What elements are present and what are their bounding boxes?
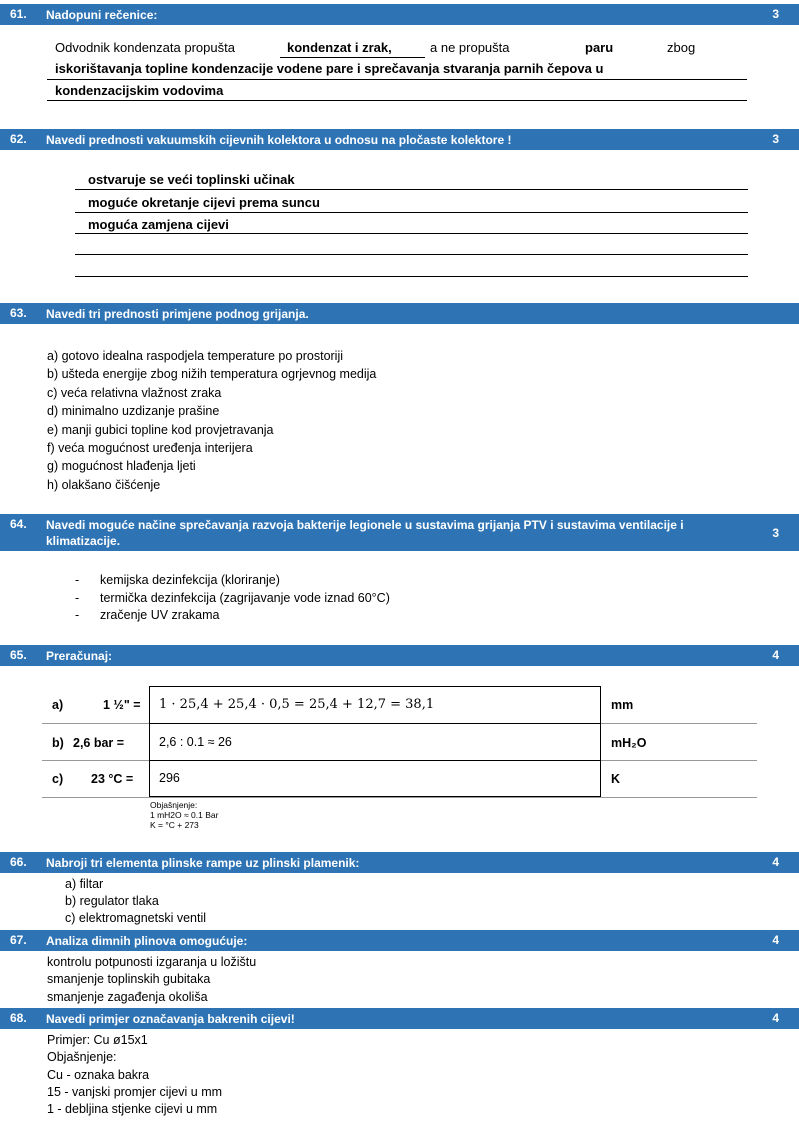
q63-header [0, 303, 799, 324]
list-item: - termička dezinfekcija (zagrijavanje vode iznad 60°C) [75, 590, 390, 608]
q65-note [150, 800, 218, 830]
list-item: - kemijska dezinfekcija (kloriranje) [75, 572, 390, 590]
q68-answers [47, 1032, 222, 1118]
q61-text-b: a ne propušta [430, 40, 510, 55]
q62-header [0, 129, 799, 150]
question-number: 62. [10, 132, 27, 146]
list-item: kontrolu potpunosti izgaranja u ložištu [47, 955, 257, 969]
q65-row-b-label: b) [52, 736, 64, 750]
list-item: smanjenje zagađenja okoliša [47, 989, 208, 1004]
question-points: 3 [772, 7, 779, 21]
question-points: 3 [772, 132, 779, 146]
q61-blank-1: kondenzat i zrak, [287, 40, 392, 55]
q65-rule-3 [42, 797, 757, 798]
q61-text-a: Odvodnik kondenzata propušta [55, 40, 235, 55]
q66-answers [65, 876, 206, 927]
question-points: 4 [772, 1011, 779, 1025]
q61-header [0, 4, 799, 25]
list-item: b) ušteda energije zbog nižih temperatura ogrjevnog medija [47, 367, 377, 382]
q61-line-2: iskorištavanja topline kondenzacije vodene pare i sprečavanja stvaranja parnih čepova u [55, 61, 604, 76]
list-item: a) gotovo idealna raspodjela temperature po prostoriji [47, 349, 344, 363]
q65-box-divider-2 [149, 760, 601, 761]
list-item: c) elektromagnetski ventil [65, 911, 207, 925]
q65-row-c-label: c) [52, 772, 64, 786]
question-number: 61. [10, 7, 27, 21]
dash-bullet: - [75, 573, 80, 587]
q62-rule-3 [75, 233, 748, 234]
list-item: b) regulator tlaka [65, 894, 159, 908]
q62-answer-1: ostvaruje se veći toplinski učinak [88, 172, 295, 187]
list-item: a) filtar [65, 877, 104, 891]
question-title: Navedi tri prednosti primjene podnog grijanja. [46, 307, 309, 321]
list-item: 15 - vanjski promjer cijevi u mm [47, 1084, 223, 1099]
q63-answers [47, 347, 376, 494]
question-number: 68. [10, 1011, 27, 1025]
question-title: Nabroji tri elementa plinske rampe uz plinski plamenik: [46, 856, 360, 870]
q65-row-a-input: 1 ½" = [103, 698, 141, 712]
q65-row-c-answer: 296 [159, 771, 180, 785]
question-title: Nadopuni rečenice: [46, 8, 158, 22]
q66-header [0, 852, 799, 873]
question-number: 66. [10, 855, 27, 869]
dash-bullet: - [75, 608, 80, 622]
question-number: 67. [10, 933, 27, 947]
question-points: 3 [772, 526, 779, 540]
question-title: Navedi primjer označavanja bakrenih cijevi! [46, 1012, 295, 1026]
q65-row-b-unit: mH₂O [611, 736, 647, 750]
q65-row-a-answer: 1 · 25,4 + 25,4 · 0,5 = 25,4 + 12,7 = 38,1 [159, 697, 435, 712]
list-item: h) olakšano čišćenje [47, 477, 161, 492]
list-item: - zračenje UV zrakama [75, 607, 390, 625]
q65-box-divider-1 [149, 723, 601, 724]
q61-blank-1-line [280, 57, 425, 58]
q61-text-c: zbog [667, 40, 696, 55]
question-number: 64. [10, 517, 27, 531]
list-item: Objašnjenje: [47, 1050, 117, 1065]
q61-blank-2: paru [585, 40, 614, 55]
q61-rule-3 [47, 100, 747, 101]
list-item: 1 - debljina stjenke cijevi u mm [47, 1102, 218, 1117]
q64-answers [75, 572, 390, 625]
question-points: 4 [772, 855, 779, 869]
list-item: g) mogućnost hlađenja ljeti [47, 459, 196, 474]
q61-line-3: kondenzacijskim vodovima [55, 83, 224, 98]
q64-header [0, 514, 799, 551]
list-item: d) minimalno uzdizanje prašine [47, 404, 220, 419]
q65-row-a-label: a) [52, 698, 64, 712]
list-item: Cu - oznaka bakra [47, 1067, 150, 1082]
q65-header [0, 645, 799, 666]
list-item: Primjer: Cu ø15x1 [47, 1033, 148, 1047]
question-number: 65. [10, 648, 27, 662]
question-points: 4 [772, 933, 779, 947]
q62-rule-4 [75, 254, 748, 255]
note-line: Objašnjenje: [150, 800, 198, 810]
dash-bullet: - [75, 590, 80, 605]
q62-answer-2: moguće okretanje cijevi prema suncu [88, 195, 320, 210]
q65-row-c-input: 23 °C = [91, 772, 134, 786]
question-title [46, 517, 739, 549]
note-line: 1 mH2O ≈ 0.1 Bar [150, 810, 219, 820]
q65-row-a-unit: mm [611, 698, 634, 712]
q67-answers [47, 954, 256, 1006]
q65-row-b-answer: 2,6 : 0.1 ≈ 26 [159, 735, 232, 749]
q67-header [0, 930, 799, 951]
list-item: e) manji gubici topline kod provjetravanja [47, 422, 274, 437]
q65-row-b-input: 2,6 bar = [73, 736, 125, 750]
question-number: 63. [10, 306, 27, 320]
q62-rule-1 [75, 189, 748, 190]
list-item: f) veća mogućnost uređenja interijera [47, 441, 253, 456]
list-item: c) veća relativna vlažnost zraka [47, 385, 222, 400]
list-item: smanjenje toplinskih gubitaka [47, 972, 211, 987]
q65-row-c-unit: K [611, 772, 621, 786]
question-title: Preračunaj: [46, 649, 113, 663]
q61-rule-2 [47, 79, 747, 80]
question-points: 4 [772, 648, 779, 662]
question-title-line-1: Navedi moguće načine sprečavanja razvoja bakterije legionele u sustavima grijanja PTV i sustavima ventilacije i [46, 518, 684, 532]
q62-answer-3: moguća zamjena cijevi [88, 217, 229, 232]
q62-rule-5 [75, 276, 748, 277]
note-line: K = °C + 273 [150, 820, 199, 830]
question-title: Analiza dimnih plinova omogućuje: [46, 934, 248, 948]
question-title-line-2: klimatizacije. [46, 534, 121, 548]
q62-rule-2 [75, 212, 748, 213]
question-title: Navedi prednosti vakuumskih cijevnih kolektora u odnosu na pločaste kolektore ! [46, 133, 512, 147]
q68-header [0, 1008, 799, 1029]
